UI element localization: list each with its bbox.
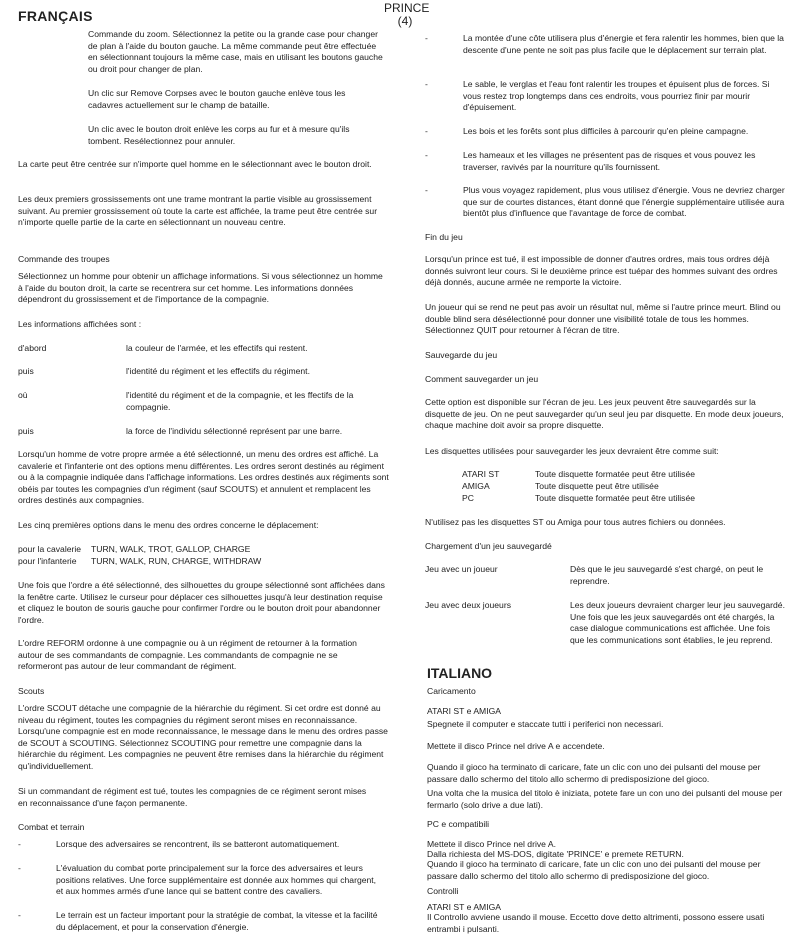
move-row-key: pour l'infanterie bbox=[18, 556, 77, 566]
terrain-bullet bbox=[425, 150, 790, 176]
info-row-key: puis bbox=[18, 366, 34, 376]
it-pc-line-3: Quando il gioco ha terminato di caricare, fate un clic con uno dei pulsanti del mouse per passare dallo schermo del titolo allo schermo di predisposizione del gioco. bbox=[427, 859, 761, 881]
scouts-paragraph-2: Si un commandant de régiment est tué, toutes les compagnies de ce régiment seront mises en reconnaissance d'une façon permanente. bbox=[18, 786, 367, 808]
title-line-page-number: (4) bbox=[397, 14, 413, 28]
it-paragraph-1: Spegnete il computer e staccate tutti i periferici non necessari. bbox=[427, 719, 664, 729]
scouts-paragraph-1: L'ordre SCOUT détache une compagnie de la hiérarchie du régiment. Si cet ordre est donné au niveau du régiment, toutes les compagnies du régiment seront mises en reconnaissance. Lorsqu'une compagnie est en mode reconnaissance, le message dans le menu des ordres passe de SCOUT à SCOUTING. Sélectionnez SCOUTING pour remettre une compagnie dans la hiérarchie du régiment. Les compagnies ne peuvent être remises dans la hiérarchie du régiment qu'individuellement. bbox=[18, 703, 388, 771]
info-row bbox=[18, 366, 388, 378]
terrain-bullet bbox=[425, 33, 790, 69]
orders-paragraph-3: Une fois que l'ordre a été sélectionné, des silhouettes du groupe sélectionné sont affichées dans la fenêtre carte. Utilisez le curseur pour déplacer ces silhouettes jusqu'à leur destination requise et cliquez le bouton de souris gauche pour confirmer l'ordre ou le bouton droit pour abandonner l'ordre. bbox=[18, 580, 385, 625]
zoom-paragraph-2: Un clic sur Remove Corpses avec le bouton gauche enlève tous les cadavres actuellement sur le champ de bataille. bbox=[88, 88, 346, 110]
move-row-key: pour la cavalerie bbox=[18, 544, 82, 554]
orders-paragraph-2: Les cinq premières options dans le menu des ordres concerne le déplacement: bbox=[18, 520, 319, 530]
troops-heading: Commande des troupes bbox=[18, 254, 110, 264]
disk-row bbox=[462, 481, 782, 493]
info-row bbox=[18, 343, 388, 355]
page-title bbox=[384, 1, 430, 28]
terrain-bullet bbox=[425, 126, 790, 140]
bullet-dash: - bbox=[425, 126, 428, 136]
info-row-value: la force de l'individu sélectionné représent par une barre. bbox=[126, 426, 343, 436]
info-row bbox=[18, 426, 388, 438]
disk-row-platform: AMIGA bbox=[462, 481, 490, 491]
it-pc-line-1: Mettete il disco Prince nel drive A. bbox=[427, 839, 556, 849]
terrain-bullet bbox=[425, 185, 790, 221]
save-paragraph-2: Les disquettes utilisées pour sauvegarder les jeux devraient être comme suit: bbox=[425, 446, 719, 456]
load-row-value: Dès que le jeu sauvegardé s'est chargé, on peut le reprendre. bbox=[570, 564, 764, 586]
bullet-text: L'évaluation du combat porte principalement sur la force des adversaires et leurs positions relatives. Une force supplémentaire est donnée aux hommes qui chargent, et aux hommes armés d'une lance qui se battent contre des cavaliers. bbox=[56, 863, 377, 897]
zoom-paragraph-1: Commande du zoom. Sélectionnez la petite ou la grande case pour changer de plan à l'aide du bouton gauche. La même commande peut être effectuée en sélectionnant toujours la même case, mais en utilisant les boutons gauche ou droit pour changer de plan. bbox=[88, 29, 383, 74]
bullet-text: Le sable, le verglas et l'eau font ralentir les troupes et épuisent plus de forces. Si vous restez trop longtemps dans ces endroits, vous pourriez finir par mourir d'épuisement. bbox=[463, 79, 770, 113]
bullet-dash: - bbox=[425, 79, 428, 89]
orders-paragraph-1: Lorsqu'un homme de votre propre armée a été sélectionné, un menu des ordres est affiché. La cavalerie et l'infanterie ont des options menu différentes. Les ordres seront destinés au régiment ou à la compagnie indiquée dans l'affichage informations. Les ordres destinés aux régiments sont obéis par toutes les compagnies d'un régiment (sauf SCOUTS) et annulent et remplacent les ordres destinés aux compagnies. bbox=[18, 449, 389, 506]
it-paragraph-4: Una volta che la musica del titolo è iniziata, potete fare un con uno dei pulsanti del mouse per fermarlo (solo drive a due lati). bbox=[427, 788, 783, 810]
bullet-text: Le terrain est un facteur important pour la stratégie de combat, la vitesse et la facilité du déplacement, et pour la conservation d'énergie. bbox=[56, 910, 378, 932]
move-row bbox=[18, 556, 388, 568]
end-paragraph-2: Un joueur qui se rend ne peut pas avoir un résultat nul, même si l'autre prince meurt. Blind ou double blind sera désélectionné pour donner une visibilité totale de tous les hommes. Sélectionnez QUIT pour retourner à l'écran de titre. bbox=[425, 302, 781, 336]
info-row-key: puis bbox=[18, 426, 34, 436]
info-row-value: la couleur de l'armée, et les effectifs qui restent. bbox=[126, 343, 308, 353]
save-paragraph-3: N'utilisez pas les disquettes ST ou Amiga pour tous autres fichiers ou données. bbox=[425, 517, 726, 527]
info-row bbox=[18, 402, 388, 414]
load-row-key: Jeu avec un joueur bbox=[425, 564, 498, 574]
combat-bullet bbox=[18, 910, 390, 936]
bullet-dash: - bbox=[425, 185, 428, 195]
disk-row-value: Toute disquette formatée peut être utilisée bbox=[535, 469, 696, 479]
disk-row-value: Toute disquette formatée peut être utilisée bbox=[535, 493, 696, 503]
disk-row bbox=[462, 469, 782, 481]
it-controlli-paragraph: Il Controllo avviene usando il mouse. Eccetto dove detto altrimenti, possono essere usati entrambi i pulsanti. bbox=[427, 912, 765, 934]
load-row-value: Les deux joueurs devraient charger leur jeu sauvegardé. Une fois que les jeux sauvegardés ont été chargés, la case dialogue communications est affichée. Une fois que les communications sont établies, le jeu reprend. bbox=[570, 600, 785, 645]
combat-heading: Combat et terrain bbox=[18, 822, 85, 832]
bullet-text: Lorsque des adversaires se rencontrent, ils se batteront automatiquement. bbox=[56, 839, 340, 849]
disk-row bbox=[462, 493, 782, 505]
map-paragraph-2: Les deux premiers grossissements ont une trame montrant la partie visible au grossissement suivant. Au premier grossissement où toute la carte est affichée, la trame peut être centrée sur n'importe quelle partie de la carte en sélectionnant un nouveau centre. bbox=[18, 194, 378, 228]
reform-paragraph: L'ordre REFORM ordonne à une compagnie ou à un régiment de retourner à la formation autour de ses commandants de compagnie. Les commandants de compagnie ne se reformeront pas autour de leur commandant de régiment. bbox=[18, 638, 357, 672]
it-pc-line-2: Dalla richiesta del MS-DOS, digitate 'PRINCE' e premete RETURN. bbox=[427, 849, 684, 859]
info-row-key: où bbox=[18, 390, 28, 400]
load-row bbox=[425, 600, 790, 662]
language-heading-francais: FRANÇAIS bbox=[18, 8, 93, 24]
troops-paragraph: Sélectionnez un homme pour obtenir un affichage informations. Si vous sélectionnez un homme à l'aide du bouton droit, la carte se recentrera sur cet homme. Les informations données dépendront du grossissement et de l'importance de la compagnie. bbox=[18, 271, 383, 305]
bullet-text: Plus vous voyagez rapidement, plus vous utilisez d'énergie. Vous ne devriez charger que sur de courtes distances, étant donné que l'énergie supplémentaire utilisée aura bientôt plus d'influence que l'avantage de force de combat. bbox=[463, 185, 785, 219]
bullet-dash: - bbox=[425, 150, 428, 160]
bullet-dash: - bbox=[425, 33, 428, 43]
combat-bullet bbox=[18, 839, 390, 853]
move-row-value: TURN, WALK, TROT, GALLOP, CHARGE bbox=[91, 544, 251, 554]
info-row-value: l'identité du régiment et de la compagnie, et les ffectifs de la bbox=[126, 390, 354, 400]
map-paragraph-1: La carte peut être centrée sur n'importe quel homme en le sélectionnant avec le bouton droit. bbox=[18, 159, 372, 169]
info-row-value: compagnie. bbox=[126, 402, 171, 412]
it-atari-amiga-heading: ATARI ST e AMIGA bbox=[427, 706, 502, 716]
bullet-dash: - bbox=[18, 863, 21, 873]
info-row bbox=[18, 390, 388, 402]
it-paragraph-2: Mettete il disco Prince nel drive A e accendete. bbox=[427, 741, 605, 751]
it-pc-heading: PC e compatibili bbox=[427, 819, 490, 829]
it-controlli-heading: Controlli bbox=[427, 886, 459, 896]
it-atari-amiga-heading-2: ATARI ST e AMIGA bbox=[427, 902, 502, 912]
info-intro: Les informations affichées sont : bbox=[18, 319, 142, 329]
end-heading: Fin du jeu bbox=[425, 232, 463, 242]
zoom-paragraph-3: Un clic avec le bouton droit enlève les corps au fur et à mesure qu'ils tombent. Resélectionnez pour annuler. bbox=[88, 124, 350, 146]
bullet-dash: - bbox=[18, 839, 21, 849]
terrain-bullet bbox=[425, 79, 790, 115]
scouts-heading: Scouts bbox=[18, 686, 45, 696]
bullet-dash: - bbox=[18, 910, 21, 920]
disk-row-value: Toute disquette peut être utilisée bbox=[535, 481, 659, 491]
combat-bullet bbox=[18, 863, 390, 901]
load-heading: Chargement d'un jeu sauvegardé bbox=[425, 541, 552, 551]
it-paragraph-3: Quando il gioco ha terminato di caricare, fate un clic con uno dei pulsanti del mouse per passare dallo schermo del titolo allo schermo di predisposizione del gioco. bbox=[427, 762, 761, 784]
save-subheading: Comment sauvegarder un jeu bbox=[425, 374, 539, 384]
bullet-text: Les hameaux et les villages ne présentent pas de risques et vous pouvez les traverser, ravivés par la nourriture qu'ils fournissent. bbox=[463, 150, 756, 172]
info-row-key: d'abord bbox=[18, 343, 47, 353]
move-row bbox=[18, 544, 388, 556]
bullet-text: Les bois et les forêts sont plus difficiles à parcourir qu'en pleine campagne. bbox=[463, 126, 749, 136]
it-caricamento-heading: Caricamento bbox=[427, 686, 476, 696]
load-row-key: Jeu avec deux joueurs bbox=[425, 600, 511, 610]
end-paragraph-1: Lorsqu'un prince est tué, il est impossible de donner d'autres ordres, mais tous ordres déjà donnés suivront leur cours. Si le deuxième prince est tuépar des hommes suivant des ordres déjà donnés, aucune armée ne remporte la victoire. bbox=[425, 254, 778, 288]
move-row-value: TURN, WALK, RUN, CHARGE, WITHDRAW bbox=[91, 556, 262, 566]
save-paragraph-1: Cette option est disponible sur l'écran de jeu. Les jeux peuvent être sauvegardés sur la disquette de jeu. On ne peut sauvegarder qu'un seul jeu par disquette. En mode deux joueurs, chaque machine doit avoir sa propre disquette. bbox=[425, 397, 784, 431]
info-row-value: l'identité du régiment et les effectifs du régiment. bbox=[126, 366, 310, 376]
disk-row-platform: PC bbox=[462, 493, 474, 503]
language-heading-italiano: ITALIANO bbox=[427, 665, 493, 681]
bullet-text: La montée d'une côte utilisera plus d'énergie et fera ralentir les hommes, bien que la descente d'une pente ne soit pas plus facile que le déplacement sur terrain plat. bbox=[463, 33, 784, 55]
load-row bbox=[425, 564, 790, 590]
save-heading: Sauvegarde du jeu bbox=[425, 350, 498, 360]
disk-row-platform: ATARI ST bbox=[462, 469, 500, 479]
title-line-prince: PRINCE bbox=[384, 1, 430, 15]
